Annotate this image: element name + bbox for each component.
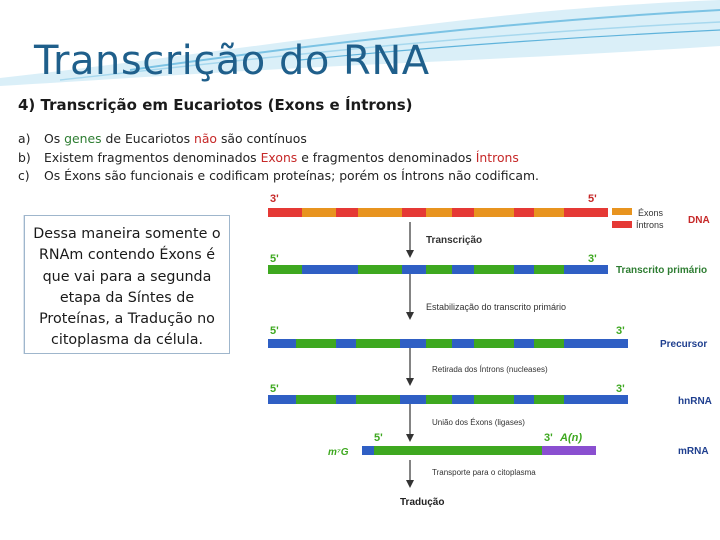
label-traducao: Tradução xyxy=(400,497,445,508)
list-text: Os Éxons são funcionais e codificam proteínas; porém os Íntrons não codificam. xyxy=(44,168,539,183)
mrna-polya-tail: A(n) xyxy=(560,432,582,444)
label-transcrito-primario: Transcrito primário xyxy=(616,265,708,276)
mrna-5-end: 5' xyxy=(374,432,383,444)
list-text: Existem fragmentos denominados xyxy=(44,149,261,165)
step-transporte: Transporte para o citoplasma xyxy=(432,468,536,477)
primary-transcript-strand xyxy=(268,265,608,274)
facts-list xyxy=(18,130,539,186)
legend-dna-label: DNA xyxy=(688,215,710,226)
list-item xyxy=(18,167,539,186)
precursor-strand xyxy=(268,339,628,348)
summary-note-box: Dessa maneira somente o RNAm contendo Éxons é que vai para a segunda etapa da Síntes de Proteínas, a Tradução no citoplasma da célula. xyxy=(24,215,230,354)
highlight-introns: Íntrons xyxy=(475,149,519,165)
mrna-strand xyxy=(362,446,596,455)
legend-swatch-exons xyxy=(612,208,632,215)
section-subtitle: 4) Transcrição em Eucariotos (Exons e Íntrons) xyxy=(18,96,413,114)
label-mrna: mRNA xyxy=(678,446,709,457)
mrna-cap: m⁷G xyxy=(328,447,349,458)
legend-introns: Íntrons xyxy=(636,220,664,230)
list-marker: c) xyxy=(18,168,30,183)
highlight-genes: genes xyxy=(64,131,102,146)
precursor-3-end: 3' xyxy=(616,325,625,337)
mrna-3-end: 3' xyxy=(544,432,553,444)
highlight-exons: Exons xyxy=(260,149,298,165)
step-transcricao: Transcrição xyxy=(426,235,483,246)
list-text: são contínuos xyxy=(217,131,307,146)
primary-3-end: 3' xyxy=(588,253,597,265)
step-uniao-exons: União dos Éxons (ligases) xyxy=(432,418,525,427)
dna-3-end: 3' xyxy=(270,193,279,205)
transcription-diagram xyxy=(260,188,720,510)
hnrna-5-end: 5' xyxy=(270,383,279,395)
hnrna-3-end: 3' xyxy=(616,383,625,395)
list-item xyxy=(18,149,539,168)
list-text: e fragmentos denominados xyxy=(297,149,476,165)
step-retirada-introns: Retirada dos Íntrons (nucleases) xyxy=(432,365,548,374)
list-marker: a) xyxy=(18,131,31,146)
label-hnrna: hnRNA xyxy=(678,396,712,407)
hnrna-strand xyxy=(268,395,628,404)
list-text: de Eucariotos xyxy=(101,131,194,146)
primary-5-end: 5' xyxy=(270,253,279,265)
legend-swatch-introns xyxy=(612,221,632,228)
list-item xyxy=(18,130,539,149)
label-precursor: Precursor xyxy=(660,339,708,350)
step-estabilizacao: Estabilização do transcrito primário xyxy=(426,302,567,312)
list-marker: b) xyxy=(18,149,31,165)
legend-exons: Éxons xyxy=(638,208,664,218)
dna-strand xyxy=(268,208,608,217)
precursor-5-end: 5' xyxy=(270,325,279,337)
dna-5-end: 5' xyxy=(588,193,597,205)
page-title: Transcrição do RNA xyxy=(34,38,430,84)
legend xyxy=(612,208,710,230)
highlight-nao: não xyxy=(193,131,218,146)
list-text: Os xyxy=(44,131,65,146)
